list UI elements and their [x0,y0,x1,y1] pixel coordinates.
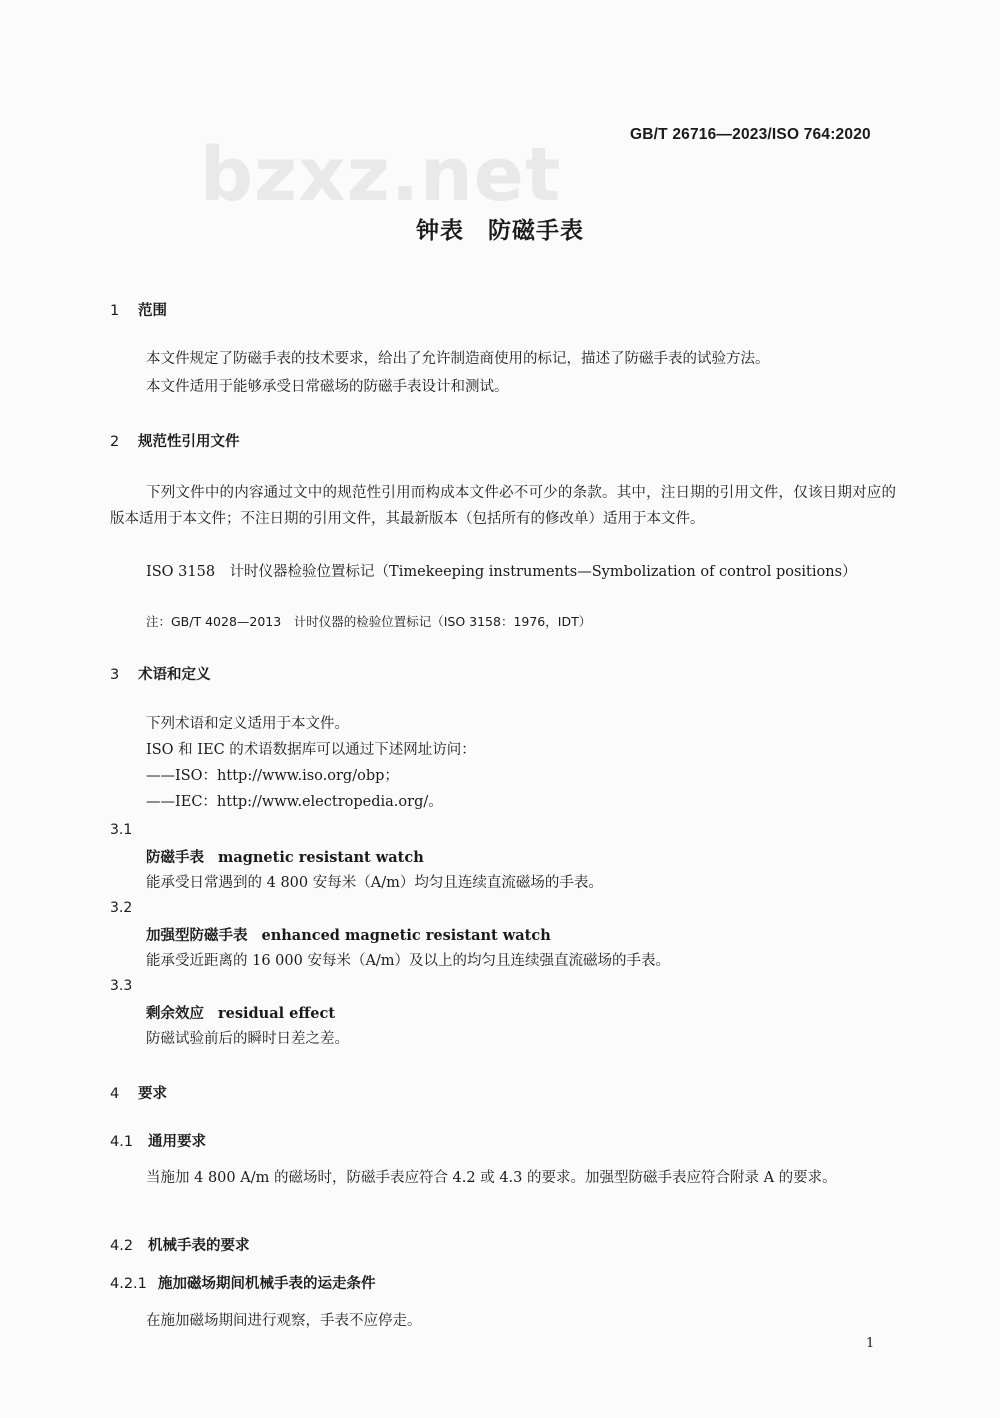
subsection-4-1-heading [110,1130,206,1151]
section-4-heading [110,1082,167,1103]
term-number: 3.1 [110,822,133,838]
term-definition: 能承受近距离的 16 000 安每米（A/m）及以上的均匀且连续强直流磁场的手表。 [146,953,671,969]
section-number: 4.2.1 [110,1276,147,1292]
iso-obp-link[interactable]: ——ISO：http://www.iso.org/obp； [146,768,399,784]
term-title [146,1002,335,1023]
section-title: 规范性引用文件 [138,434,240,450]
subsection-4-2-1-heading [110,1272,376,1293]
paragraph: 本文件适用于能够承受日常磁场的防磁手表设计和测试。 [146,379,509,395]
paragraph: 当施加 4 800 A/m 的磁场时，防磁手表应符合 4.2 或 4.3 的要求。加强型防磁手表应符合附录 A 的要求。 [146,1170,837,1186]
term-zh: 剩余效应 [146,1006,204,1022]
document-title: 钟表 防磁手表 [416,218,584,244]
term-zh: 加强型防磁手表 [146,928,248,944]
watermark: bzxz.net [200,132,562,218]
section-number: 2 [110,434,120,450]
section-title: 术语和定义 [138,667,211,683]
section-number: 4.2 [110,1238,134,1254]
section-1-heading [110,299,167,320]
section-title: 机械手表的要求 [148,1238,250,1254]
paragraph: 本文件规定了防磁手表的技术要求，给出了允许制造商使用的标记，描述了防磁手表的试验方法。 [146,351,770,367]
term-number: 3.2 [110,900,133,916]
section-number: 4 [110,1086,120,1102]
term-number: 3.3 [110,978,133,994]
page-number: 1 [866,1336,875,1351]
term-en: residual effect [218,1005,336,1022]
paragraph: 下列术语和定义适用于本文件。 [146,716,349,732]
section-number: 3 [110,667,120,683]
term-title [146,846,424,867]
section-3-heading [110,663,211,684]
paragraph: 下列文件中的内容通过文中的规范性引用而构成本文件必不可少的条款。其中，注日期的引用文件，仅该日期对应的版本适用于本文件；不注日期的引用文件，其最新版本（包括所有的修改单）适用于本文件。 [110,485,896,527]
term-zh: 防磁手表 [146,850,204,866]
section-number: 1 [110,303,120,319]
paragraph: 在施加磁场期间进行观察，手表不应停走。 [146,1313,422,1329]
normative-reference: ISO 3158 计时仪器检验位置标记（Timekeeping instruments—Symbolization of control positions） [146,564,857,580]
electropedia-link[interactable]: ——IEC：http://www.electropedia.org/。 [146,794,443,810]
section-number: 4.1 [110,1134,134,1150]
section-2-heading [110,430,240,451]
paragraph: ISO 和 IEC 的术语数据库可以通过下述网址访问： [146,742,476,758]
term-definition: 防磁试验前后的瞬时日差之差。 [146,1031,349,1047]
term-definition: 能承受日常遇到的 4 800 安每米（A/m）均匀且连续直流磁场的手表。 [146,875,603,891]
section-title: 通用要求 [148,1134,206,1150]
section-title: 范围 [138,303,167,319]
section-title: 施加磁场期间机械手表的运走条件 [158,1276,376,1292]
reference-note: 注：GB/T 4028—2013 计时仪器的检验位置标记（ISO 3158：1976，IDT） [146,614,592,629]
term-en: magnetic resistant watch [218,849,424,866]
standard-code: GB/T 26716—2023/ISO 764:2020 [630,126,871,143]
subsection-4-2-heading [110,1234,250,1255]
term-title [146,924,551,945]
term-en: enhanced magnetic resistant watch [261,927,551,944]
section-title: 要求 [138,1086,167,1102]
